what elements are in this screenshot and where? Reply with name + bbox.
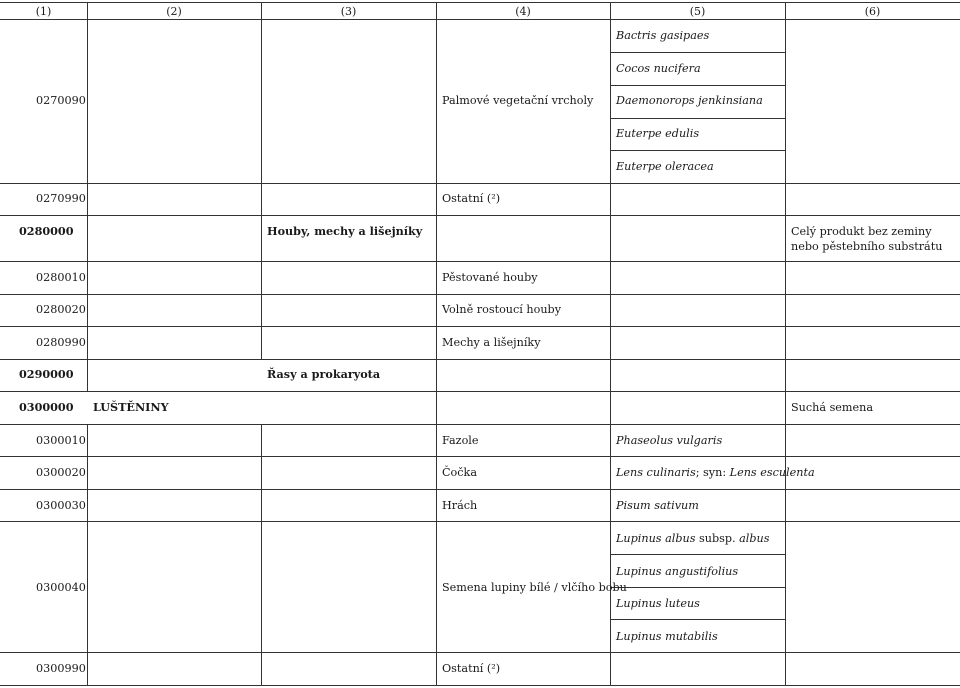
product-part: Celý produkt bez zeminy nebo pěstebního substrátu [791, 225, 943, 253]
table-rule [610, 554, 785, 555]
table-rule [610, 587, 785, 588]
table-rule [87, 424, 88, 686]
table-rule [0, 19, 960, 20]
scientific-name [616, 531, 770, 546]
table-rule [0, 424, 960, 425]
scientific-name: Lupinus luteus [616, 597, 700, 610]
scientific-name: Cocos nucifera [616, 62, 701, 75]
table-rule [0, 521, 960, 522]
scientific-name-part: Lens esculenta [729, 466, 815, 479]
table-rule [261, 424, 262, 686]
table-rule [610, 52, 785, 53]
table-rule [0, 215, 960, 216]
scientific-name: Euterpe edulis [616, 127, 700, 140]
column-header: (6) [864, 5, 881, 18]
group-name: Řasy a prokaryota [267, 367, 381, 381]
row-code: 0300010 [36, 434, 86, 447]
row-code: 0300020 [36, 466, 86, 479]
column-header: (1) [35, 5, 52, 18]
table-rule [0, 261, 960, 262]
scientific-name: Lupinus mutabilis [616, 630, 718, 643]
commodity-name: Semena lupiny bílé / vlčího bobu [442, 581, 627, 594]
scientific-name-part: Lens culinaris [616, 466, 696, 479]
table-rule [610, 118, 785, 119]
column-header: (4) [515, 5, 531, 18]
table-rule [0, 652, 960, 653]
row-code: 0300990 [36, 662, 86, 675]
table-rule [0, 294, 960, 295]
scientific-name: Euterpe oleracea [616, 160, 714, 173]
row-code: 0280010 [36, 271, 86, 284]
scientific-name: Pisum sativum [616, 499, 699, 512]
scientific-name [616, 465, 815, 480]
group-name: Houby, mechy a lišejníky [267, 224, 423, 238]
commodity-name: Fazole [442, 434, 479, 447]
category-name: LUŠTĚNINY [93, 400, 169, 414]
commodity-name: Ostatní (²) [442, 662, 501, 675]
table-rule [610, 619, 785, 620]
table-rule [87, 2, 88, 392]
subspecies-label: subsp. [695, 532, 740, 545]
table-rule [0, 359, 960, 360]
table-rule [0, 391, 960, 392]
scientific-name: Daemonorops jenkinsiana [616, 94, 763, 107]
scientific-name: Lupinus angustifolius [616, 565, 739, 578]
commodity-name: Čočka [442, 466, 478, 479]
category-code: 0300000 [19, 400, 74, 414]
table-rule [0, 456, 960, 457]
commodity-name: Volně rostoucí houby [442, 303, 562, 316]
scientific-name-part: Lupinus albus [616, 532, 696, 545]
row-code: 0270090 [36, 94, 86, 107]
row-code: 0270990 [36, 192, 86, 205]
table-rule [610, 150, 785, 151]
scientific-name: Bactris gasipaes [616, 29, 710, 42]
table-rule [785, 2, 786, 686]
commodity-name: Hrách [442, 499, 478, 512]
group-code: 0290000 [19, 367, 74, 381]
commodity-name: Ostatní (²) [442, 192, 501, 205]
table-rule [261, 2, 262, 359]
table-rule [0, 2, 960, 3]
row-code: 0280990 [36, 336, 86, 349]
commodity-name: Pěstované houby [442, 271, 538, 284]
row-code: 0300040 [36, 581, 86, 594]
table-rule [0, 326, 960, 327]
column-header: (3) [340, 5, 357, 18]
row-code: 0300030 [36, 499, 86, 512]
scientific-name: Phaseolus vulgaris [616, 434, 723, 447]
scientific-name-part: albus [739, 532, 770, 545]
table-rule [0, 183, 960, 184]
column-header: (2) [166, 5, 182, 18]
table-rule [436, 2, 437, 686]
row-code: 0280020 [36, 303, 86, 316]
commodity-name: Palmové vegetační vrcholy [442, 94, 594, 107]
commodity-name: Mechy a lišejníky [442, 336, 541, 349]
table-rule [0, 489, 960, 490]
group-code: 0280000 [19, 224, 74, 238]
synonym-separator: ; syn: [695, 466, 730, 479]
table-rule [610, 85, 785, 86]
table-rule [0, 685, 960, 686]
column-header: (5) [689, 5, 706, 18]
product-part: Suchá semena [791, 401, 874, 414]
